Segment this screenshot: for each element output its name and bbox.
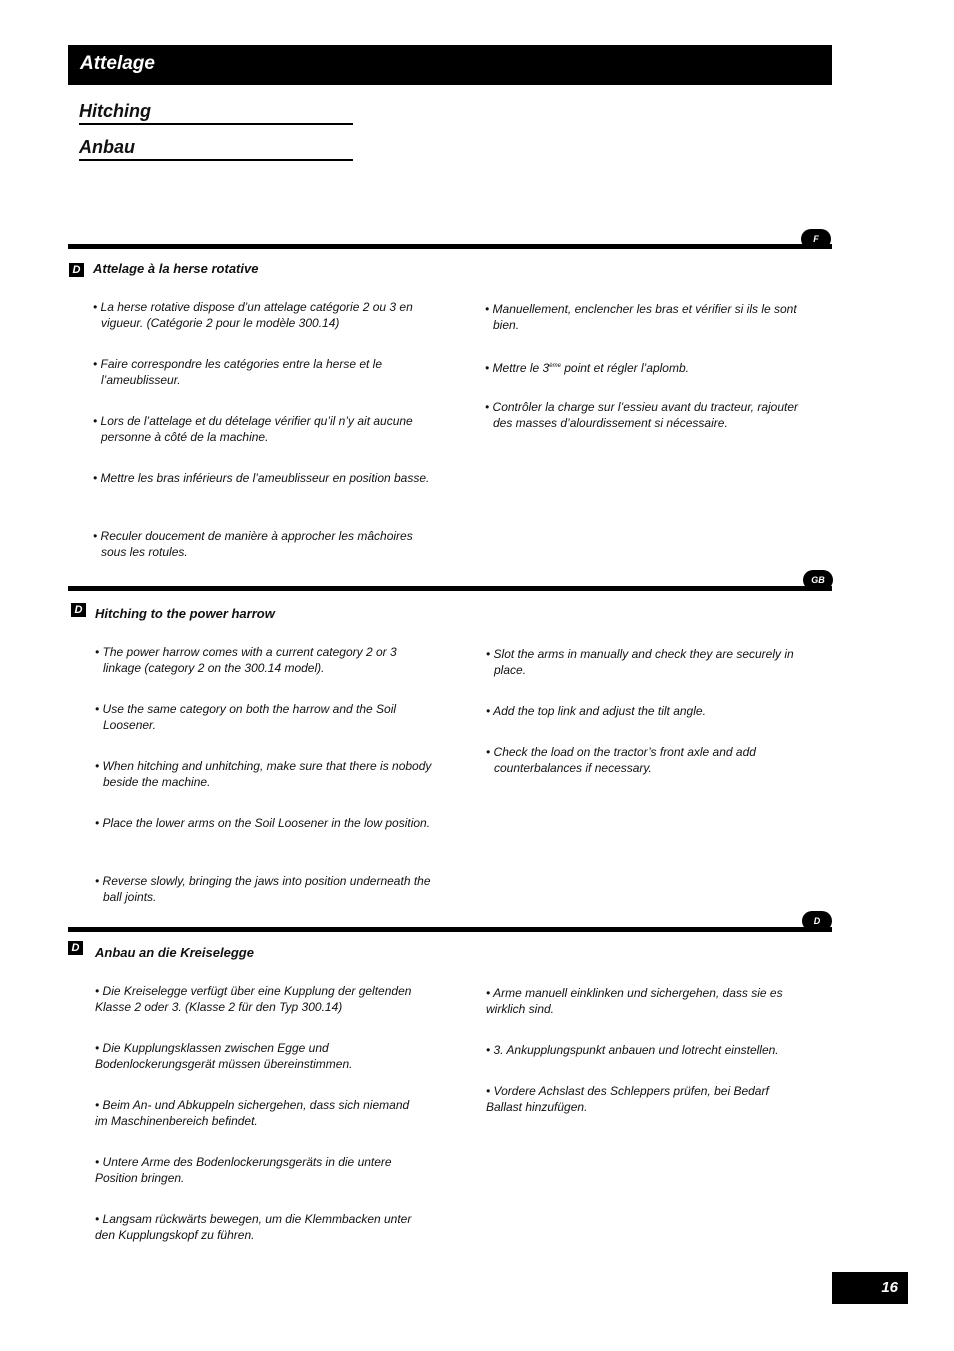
list-item: • Langsam rückwärts bewegen, um die Klemmbacken unter den Kupplungskopf zu führen.	[95, 1212, 412, 1242]
list-item: • Faire correspondre les catégories entre la herse et le l’ameublisseur.	[93, 357, 383, 387]
page-number: 16	[881, 1279, 898, 1296]
list-item: • The power harrow comes with a current category 2 or 3 linkage (category 2 on the 300.14 model).	[95, 645, 397, 675]
page-title: Attelage	[80, 53, 155, 74]
lang-tag-gb: GB	[803, 570, 833, 590]
list-item: • Lors de l’attelage et du dételage vérifier qu’il n’y ait aucune personne à côté de la machine.	[93, 414, 413, 444]
section-title-gb: Hitching to the power harrow	[95, 606, 275, 621]
list-item: • Mettre les bras inférieurs de l’ameublisseur en position basse.	[93, 471, 430, 485]
list-item: • Mettre le 3ème point et régler l’aplomb.	[485, 361, 689, 375]
section-title-f: Attelage à la herse rotative	[93, 261, 259, 276]
lang-tag-f: F	[801, 229, 831, 249]
list-item: • Add the top link and adjust the tilt angle.	[486, 704, 706, 718]
list-item: • Contrôler la charge sur l’essieu avant du tracteur, rajouter des masses d’alourdissement si nécessaire.	[485, 400, 799, 430]
list-item: • When hitching and unhitching, make sure that there is nobody beside the machine.	[95, 759, 432, 789]
section-rule-f	[68, 244, 832, 249]
subtitle-hitching: Hitching	[79, 100, 353, 125]
list-item: • Reverse slowly, bringing the jaws into position underneath the ball joints.	[95, 874, 431, 904]
lang-tag-d: D	[802, 911, 832, 931]
list-item: • Untere Arme des Bodenlockerungsgeräts in die untere Position bringen.	[95, 1155, 392, 1185]
list-item: • Die Kupplungsklassen zwischen Egge und Bodenlockerungsgerät müssen übereinstimmen.	[95, 1041, 353, 1071]
list-item: • Use the same category on both the harrow and the Soil Loosener.	[95, 702, 397, 732]
list-item: • Vordere Achslast des Schleppers prüfen, bei Bedarf Ballast hinzufügen.	[486, 1084, 769, 1114]
list-item: • Die Kreiselegge verfügt über eine Kupplung der geltenden Klasse 2 oder 3. (Klasse 2 für den Typ 300.14)	[95, 984, 412, 1014]
d-badge: D	[69, 263, 84, 277]
page-number-box	[832, 1272, 908, 1304]
list-item: • Arme manuell einklinken und sichergehen, dass sie es wirklich sind.	[486, 986, 783, 1016]
section-rule-gb	[68, 586, 832, 591]
list-item: • La herse rotative dispose d’un attelage catégorie 2 ou 3 en vigueur. (Catégorie 2 pour le modèle 300.14)	[93, 300, 413, 330]
d-badge: D	[68, 941, 83, 955]
list-item: • Place the lower arms on the Soil Loosener in the low position.	[95, 816, 431, 830]
list-item: • Manuellement, enclencher les bras et vérifier si ils le sont bien.	[485, 302, 797, 332]
subtitle-anbau: Anbau	[79, 136, 353, 161]
header-bar	[68, 45, 832, 85]
list-item: • Check the load on the tractor’s front axle and add counterbalances if necessary.	[486, 745, 756, 775]
section-title-d: Anbau an die Kreiselegge	[95, 945, 254, 960]
section-rule-d	[68, 927, 832, 932]
list-item: • Reculer doucement de manière à approcher les mâchoires sous les rotules.	[93, 529, 413, 559]
list-item: • 3. Ankupplungspunkt anbauen und lotrecht einstellen.	[486, 1043, 779, 1057]
list-item: • Beim An- und Abkuppeln sichergehen, dass sich niemand im Maschinenbereich befindet.	[95, 1098, 410, 1128]
list-item: • Slot the arms in manually and check they are securely in place.	[486, 647, 794, 677]
d-badge: D	[71, 603, 86, 617]
